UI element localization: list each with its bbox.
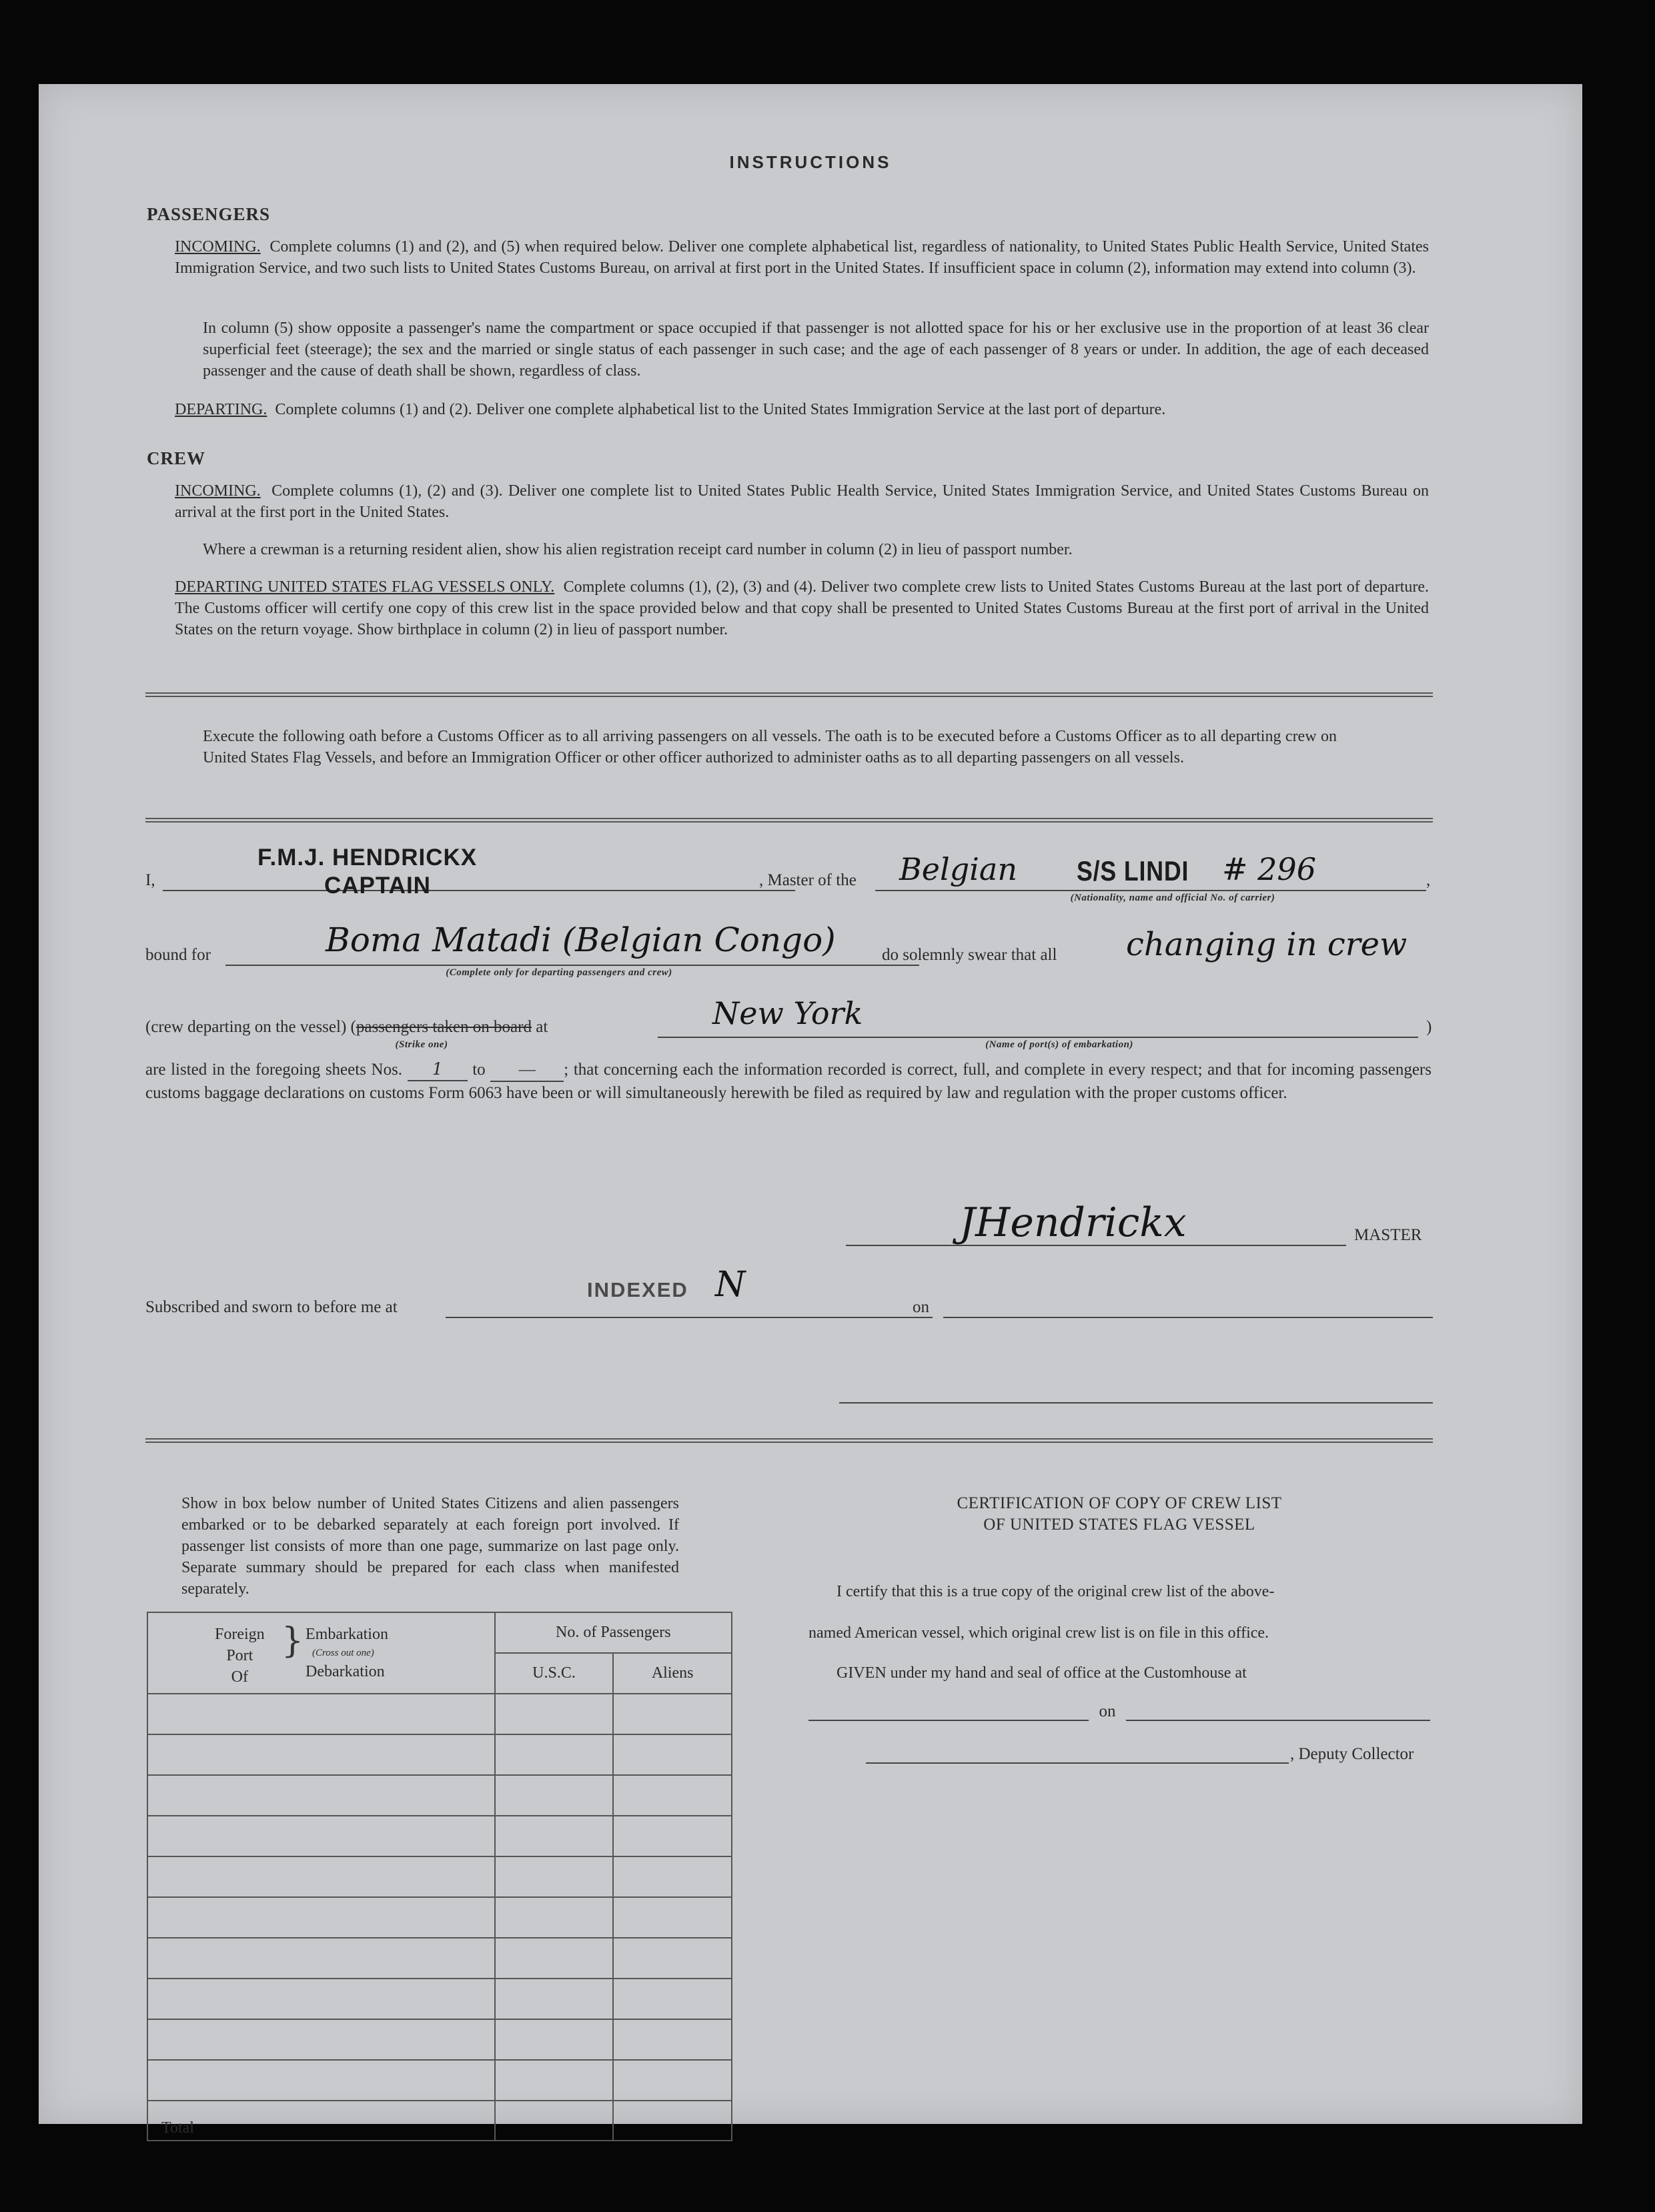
table-row <box>147 2060 732 2101</box>
aliens-cell[interactable] <box>613 1856 732 1897</box>
certification-title <box>806 1493 1433 1536</box>
aliens-cell[interactable] <box>613 1816 732 1856</box>
total-row <box>147 2101 732 2141</box>
total-label: Total <box>147 2101 495 2141</box>
crew-incoming-label: INCOMING. <box>175 482 261 500</box>
section-divider <box>145 818 1433 822</box>
port-cell[interactable] <box>147 1897 495 1938</box>
sheet-to: — <box>490 1059 564 1082</box>
carrier-line <box>875 890 1426 891</box>
customhouse-line <box>808 1720 1089 1721</box>
sheet-from: 1 <box>408 1058 468 1081</box>
to-label: to <box>472 1061 486 1079</box>
at-label: at <box>536 1018 548 1036</box>
document-page <box>39 84 1582 2137</box>
usc-cell[interactable] <box>495 2060 614 2101</box>
master-name-line <box>163 890 795 891</box>
port-header-cell <box>147 1612 495 1694</box>
certification-title-line2: OF UNITED STATES FLAG VESSEL <box>983 1516 1255 1534</box>
port-value: New York <box>712 995 863 1031</box>
usc-cell[interactable] <box>495 2019 614 2060</box>
indexed-initial: N <box>715 1265 746 1305</box>
carrier-typed: S/S LINDI <box>1077 855 1189 887</box>
col-debarkation: Debarkation <box>306 1663 385 1680</box>
swear-value: changing in crew <box>1126 926 1408 963</box>
master-of-label: , Master of the <box>759 871 857 889</box>
passengers-incoming-paragraph <box>175 236 1429 279</box>
instructions-title: INSTRUCTIONS <box>729 152 892 172</box>
aliens-cell[interactable] <box>613 1694 732 1734</box>
carrier-number: # 296 <box>1222 851 1316 887</box>
crew-departing-label: DEPARTING UNITED STATES FLAG VESSELS ONLY. <box>175 578 555 596</box>
master-title: CAPTAIN <box>324 873 431 899</box>
subscribed-on-label: on <box>913 1298 929 1316</box>
port-caption: (Name of port(s) of embarkation) <box>985 1039 1133 1050</box>
certification-title-line1: CERTIFICATION OF COPY OF CREW LIST <box>957 1494 1282 1512</box>
port-cell[interactable] <box>147 1816 495 1856</box>
table-row <box>147 1856 732 1897</box>
port-cell[interactable] <box>147 2060 495 2101</box>
bound-for-label: bound for <box>145 946 211 964</box>
certification-date-line <box>1126 1720 1430 1721</box>
table-row <box>147 1897 732 1938</box>
subscribed-place-line <box>446 1317 933 1318</box>
col-passengers: No. of Passengers <box>495 1612 732 1653</box>
aliens-cell[interactable] <box>613 1938 732 1979</box>
port-cell[interactable] <box>147 1938 495 1979</box>
swear-label: do solemnly swear that all <box>882 946 1057 964</box>
master-label: MASTER <box>1354 1226 1422 1244</box>
sheets-paragraph <box>145 1058 1432 1104</box>
aliens-cell[interactable] <box>613 2019 732 2060</box>
bound-for-line <box>225 965 919 966</box>
col-aliens: Aliens <box>613 1653 732 1694</box>
sheets-text: ; that concerning each the information recorded is correct, full, and complete in every respect; and that for incoming passengers customs baggage declarations on customs Form 6063 have been or will simultaneously herewith be filed as required by law and regulation with the proper customs officer. <box>145 1061 1432 1102</box>
certification-text-line2: named American vessel, which original crew list is on file in this office. <box>808 1624 1269 1642</box>
carrier-caption: (Nationality, name and official No. of carrier) <box>1070 893 1275 903</box>
summary-instructions: Show in box below number of United States Citizens and alien passengers embarked or to be debarked separately at each foreign port involved. If passenger list consists of more than one page, summarize on last page only. Separate summary should be prepared for each class when manifested separately. <box>181 1495 679 1598</box>
port-cell[interactable] <box>147 1856 495 1897</box>
col-usc: U.S.C. <box>495 1653 614 1694</box>
usc-cell[interactable] <box>495 1979 614 2019</box>
subscribed-label: Subscribed and sworn to before me at <box>145 1298 398 1316</box>
aliens-cell[interactable] <box>613 1979 732 2019</box>
aliens-cell[interactable] <box>613 2060 732 2101</box>
passengers-heading: PASSENGERS <box>147 204 271 224</box>
col-port: Port <box>226 1647 253 1664</box>
crew-departing-text: (crew departing on the vessel) ( <box>145 1018 356 1036</box>
port-cell[interactable] <box>147 2019 495 2060</box>
col-crossout: (Cross out one) <box>312 1648 374 1658</box>
section-divider <box>145 1438 1433 1443</box>
aliens-cell[interactable] <box>613 1897 732 1938</box>
crew-incoming-text: Complete columns (1), (2) and (3). Deliver one complete list to United States Public Health Service, United States Immigration Service, and United States Customs Bureau on arrival at the first port in the United States. <box>175 482 1430 521</box>
passengers-column5-paragraph: In column (5) show opposite a passenger's name the compartment or space occupied if that passenger is not allotted space for his or her exclusive use in the proportion of at least 36 clear superficial feet (steerage); the sex and the married or single status of each passenger in such case; and the age of each passenger of 8 years or under. In addition, the age of each deceased passenger and the cause of death shall be shown, regardless of class. <box>203 320 1429 380</box>
passengers-incoming-text: Complete columns (1) and (2), and (5) when required below. Deliver one complete alphabetical list, regardless of nationality, to United States Public Health Service, United States Immigration Service, and two such lists to United States Customs Bureau, on arrival at first port in the United States. If insufficient space in column (2), information may extend into column (3). <box>175 238 1429 277</box>
certification-given-text: GIVEN under my hand and seal of office at the Customhouse at <box>837 1664 1247 1682</box>
certification-on-label: on <box>1099 1702 1116 1720</box>
table-row <box>147 1775 732 1816</box>
comma: , <box>1426 871 1431 889</box>
bound-for-caption: (Complete only for departing passengers and crew) <box>446 967 672 978</box>
oath-intro: Execute the following oath before a Customs Officer as to all arriving passengers on all vessels. The oath is to be executed before a Customs Officer as to all departing crew on United States Flag Vessels, and before an Immigration Officer or other officer authorized to administer oaths as to all departing passengers on all vessels. <box>203 728 1337 766</box>
aliens-cell[interactable] <box>613 1775 732 1816</box>
master-signature: JHendrickx <box>959 1199 1187 1246</box>
table-row <box>147 1816 732 1856</box>
port-cell[interactable] <box>147 1775 495 1816</box>
passengers-struck: passengers taken on board <box>356 1018 532 1036</box>
brace-icon: } <box>282 1621 304 1661</box>
crew-departing-paragraph <box>175 576 1429 640</box>
passengers-departing-label: DEPARTING. <box>175 401 267 418</box>
strike-caption: (Strike one) <box>395 1039 448 1050</box>
crew-heading: CREW <box>147 448 206 468</box>
sheets-label: are listed in the foregoing sheets Nos. <box>145 1061 403 1079</box>
officer-signature-line <box>839 1402 1433 1404</box>
port-cell[interactable] <box>147 1979 495 2019</box>
usc-cell[interactable] <box>495 1775 614 1816</box>
total-usc-cell[interactable] <box>495 2101 614 2141</box>
section-divider <box>145 692 1433 697</box>
carrier-handwritten: Belgian <box>899 851 1017 887</box>
subscribed-date-line <box>943 1317 1433 1318</box>
table-row <box>147 1734 732 1775</box>
crew-departing-text: Complete columns (1), (2), (3) and (4). Deliver two complete crew lists to United States Customs Bureau at the last port of departure. The Customs officer will certify one copy of this crew list in the space provided below and that copy shall be presented to United States Customs Bureau at the first port of arrival in the United States on the return voyage. Show birthplace in column (2) in lieu of passport number. <box>175 578 1430 638</box>
port-close-paren: ) <box>1426 1018 1432 1036</box>
port-cell[interactable] <box>147 1694 495 1734</box>
table-row <box>147 1979 732 2019</box>
total-aliens-cell[interactable] <box>613 2101 732 2141</box>
usc-cell[interactable] <box>495 1694 614 1734</box>
aliens-cell[interactable] <box>613 1734 732 1775</box>
col-foreign: Foreign <box>215 1626 265 1643</box>
passengers-departing-paragraph <box>175 399 1429 420</box>
crew-departing-label <box>145 1018 548 1037</box>
passengers-incoming-label: INCOMING. <box>175 238 261 255</box>
deputy-collector-label: , Deputy Collector <box>1290 1745 1414 1763</box>
col-of: Of <box>231 1668 248 1686</box>
usc-cell[interactable] <box>495 1897 614 1938</box>
port-line <box>658 1037 1418 1038</box>
table-row <box>147 1694 732 1734</box>
indexed-stamp: INDEXED <box>587 1278 688 1301</box>
col-embarkation: Embarkation <box>306 1626 388 1643</box>
usc-cell[interactable] <box>495 1856 614 1897</box>
master-name: F.M.J. HENDRICKX <box>257 845 478 871</box>
port-cell[interactable] <box>147 1734 495 1775</box>
passenger-summary-table <box>147 1612 732 2141</box>
table-row <box>147 2019 732 2060</box>
usc-cell[interactable] <box>495 1938 614 1979</box>
deputy-collector-line <box>866 1762 1289 1764</box>
crew-resident-paragraph: Where a crewman is a returning resident alien, show his alien registration receipt card number in column (2) in lieu of passport number. <box>203 541 1073 558</box>
usc-cell[interactable] <box>495 1816 614 1856</box>
usc-cell[interactable] <box>495 1734 614 1775</box>
bound-for-value: Boma Matadi (Belgian Congo) <box>326 921 836 959</box>
table-row <box>147 1938 732 1979</box>
oath-i-label: I, <box>145 871 155 889</box>
passengers-departing-text: Complete columns (1) and (2). Deliver one complete alphabetical list to the United States Immigration Service at the last port of departure. <box>275 401 1166 418</box>
crew-incoming-paragraph <box>175 480 1429 523</box>
certification-text-line1: I certify that this is a true copy of the original crew list of the above- <box>837 1583 1275 1600</box>
